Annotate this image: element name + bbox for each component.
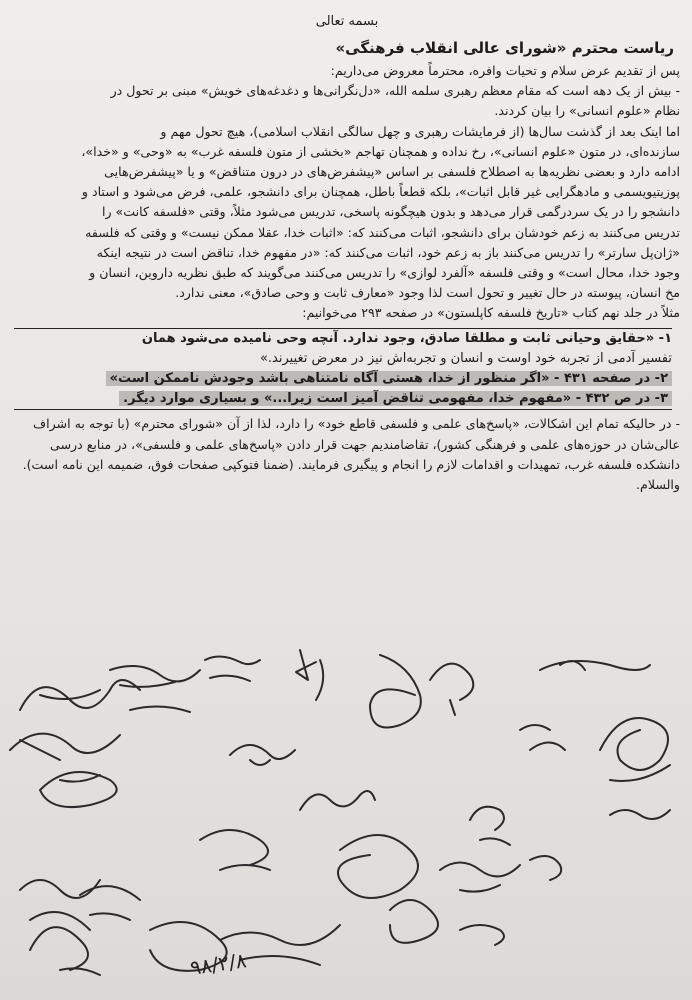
signature-mark — [610, 810, 670, 819]
body-line: - بیش از یک دهه است که مقام معظم رهبری سلمه الله، «دل‌نگرانی‌ها و دغدغه‌های خویش» مبنی بر تحول در — [110, 83, 680, 99]
closing-line: دانشکده فلسفه غرب، تمهیدات و اقدامات لازم را انجام و پیگیری فرمایند. (ضمنا فتوکپی صفحات فوق، ضمیمه این نامه است). — [22, 456, 680, 472]
signature-mark — [296, 650, 323, 700]
body-line: نظام «علوم انسانی» را بیان کردند. — [494, 103, 680, 119]
closing-line: والسلام. — [636, 477, 680, 493]
body-line: مثلاً در جلد نهم کتاب «تاریخ فلسفه کاپلستون» در صفحه ۲۹۳ می‌خوانیم: — [302, 305, 680, 321]
body-line: «ژان‌پل سارتر» را تدریس می‌کنند باز به زعم خود، اثبات می‌کنند که: «در مفهوم خدا، تناقض است در نتیجه اینکه — [96, 244, 680, 260]
signature-mark — [460, 925, 504, 945]
signature-mark — [530, 856, 561, 880]
quote-highlight: ۲- در صفحه ۴۳۱ - «اگر منظور از خدا، هستی آگاه نامتناهی باشد وجودش ناممکن است» — [106, 371, 672, 386]
quote-line: تفسیر آدمی از تجربه خود اوست و انسان و تجربه‌اش نیز در معرض تغییرند.» — [259, 350, 672, 366]
signature-mark — [230, 745, 295, 765]
body-line: تدریس می‌کنند به زعم خودشان برای دانشجو، اثبات می‌کنند که: «اثبات خدا، عقلا ممکن نیست» و وقتی که فلسفه — [85, 224, 680, 240]
closing-line: - در حالیکه تمام این اشکالات، «پاسخ‌های علمی و فلسفی قاطع خود» را دارد، لذا از آن «شورای محترم» (با توجه به اشراف — [33, 416, 680, 432]
signature-mark — [600, 718, 670, 781]
quote-line: ۱- «حقایق وحیانی ثابت و مطلقا صادق، وجود ندارد. آنچه وحی نامیده می‌شود همان — [141, 330, 672, 346]
body-line: ادامه دارد و بعضی نظریه‌ها به اصطلاح فلسفی بر اساس «پیشفرض‌های در درون متناقض» و یا «پیشفرض‌هایی — [104, 164, 680, 180]
signature-mark — [30, 927, 100, 975]
signature-mark — [10, 734, 120, 760]
body-line: سازنده‌ای، در متون «علوم انسانی»، رخ نداده و همچنان تهاجم «بخشی از متون فلسفه غرب» به «وحی» و «خدا»، — [81, 143, 680, 159]
body-line: اما اینک بعد از گذشت سال‌ها (از فرمایشات رهبری و چهل سالگی انقلاب اسلامی)، هیچ تحول مهم و — [160, 123, 680, 139]
signature-mark — [540, 661, 650, 670]
signature-mark — [40, 772, 117, 807]
body-line: دانشجو را در یک سردرگمی قرار می‌دهد و بدون هیچگونه پاسخی، تدریس می‌شود مثلاً، وقتی «فلسفه کانت» را — [101, 204, 680, 220]
letter-addressee: ریاست محترم «شورای عالی انقلاب فرهنگی» — [335, 39, 674, 57]
letter-heading: بسمه تعالی — [315, 14, 379, 29]
signature-mark — [370, 655, 421, 728]
signature-mark — [338, 835, 418, 898]
body-line: پس از تقدیم عرض سلام و تحیات وافره، محترماً معروض می‌داریم: — [330, 63, 680, 78]
signatures-area — [0, 640, 692, 1000]
signature-mark — [110, 666, 200, 712]
handwritten-date: ۹۸/۲/۸ — [188, 948, 248, 980]
handwritten-signatures — [0, 640, 692, 1000]
signature-mark — [470, 807, 510, 845]
signature-mark — [430, 664, 473, 715]
closing-line: عالی‌شان در حوزه‌های علمی و فرهنگی کشور)، تقاضامندیم جهت قرار دادن «پاسخ‌های علمی و فلسفی»، در منابع درسی — [49, 436, 680, 452]
quote-highlight: ۳- در ص ۴۳۲ - «مفهوم خدا، مفهومی تناقض آمیز است زیرا...» و بسیاری موارد دیگر. — [119, 391, 672, 406]
quote-box — [14, 328, 672, 411]
signature-mark — [80, 886, 140, 920]
signature-mark — [520, 725, 565, 750]
signature-mark — [200, 830, 270, 870]
signature-mark — [300, 791, 375, 810]
signature-mark — [205, 656, 260, 681]
body-line: مخ انسان، پیوسته در حال تغییر و تحول است لذا وجود «معارف ثابت و وحی صادق»، معنی ندارد. — [175, 285, 680, 301]
body-line: پوزیتیویسمی و مادهگرایی غیر قابل اثبات»، بلکه قطعاً باطل، همچنان برای دانشجو، علمی، فرض می‌شود و استاد و — [81, 184, 680, 200]
letter-body — [14, 10, 680, 495]
quote-line-highlighted — [14, 369, 672, 389]
quote-line-highlighted — [14, 389, 672, 409]
signature-mark — [440, 863, 520, 892]
signature-mark — [390, 900, 438, 943]
signature-mark — [20, 880, 100, 930]
body-line: وجود خدا، محال است» و وقتی فلسفه «آلفرد لوازی» را تدریس می‌کنند می‌گویند که طبق نظریه داروین، انسان و — [89, 265, 680, 281]
